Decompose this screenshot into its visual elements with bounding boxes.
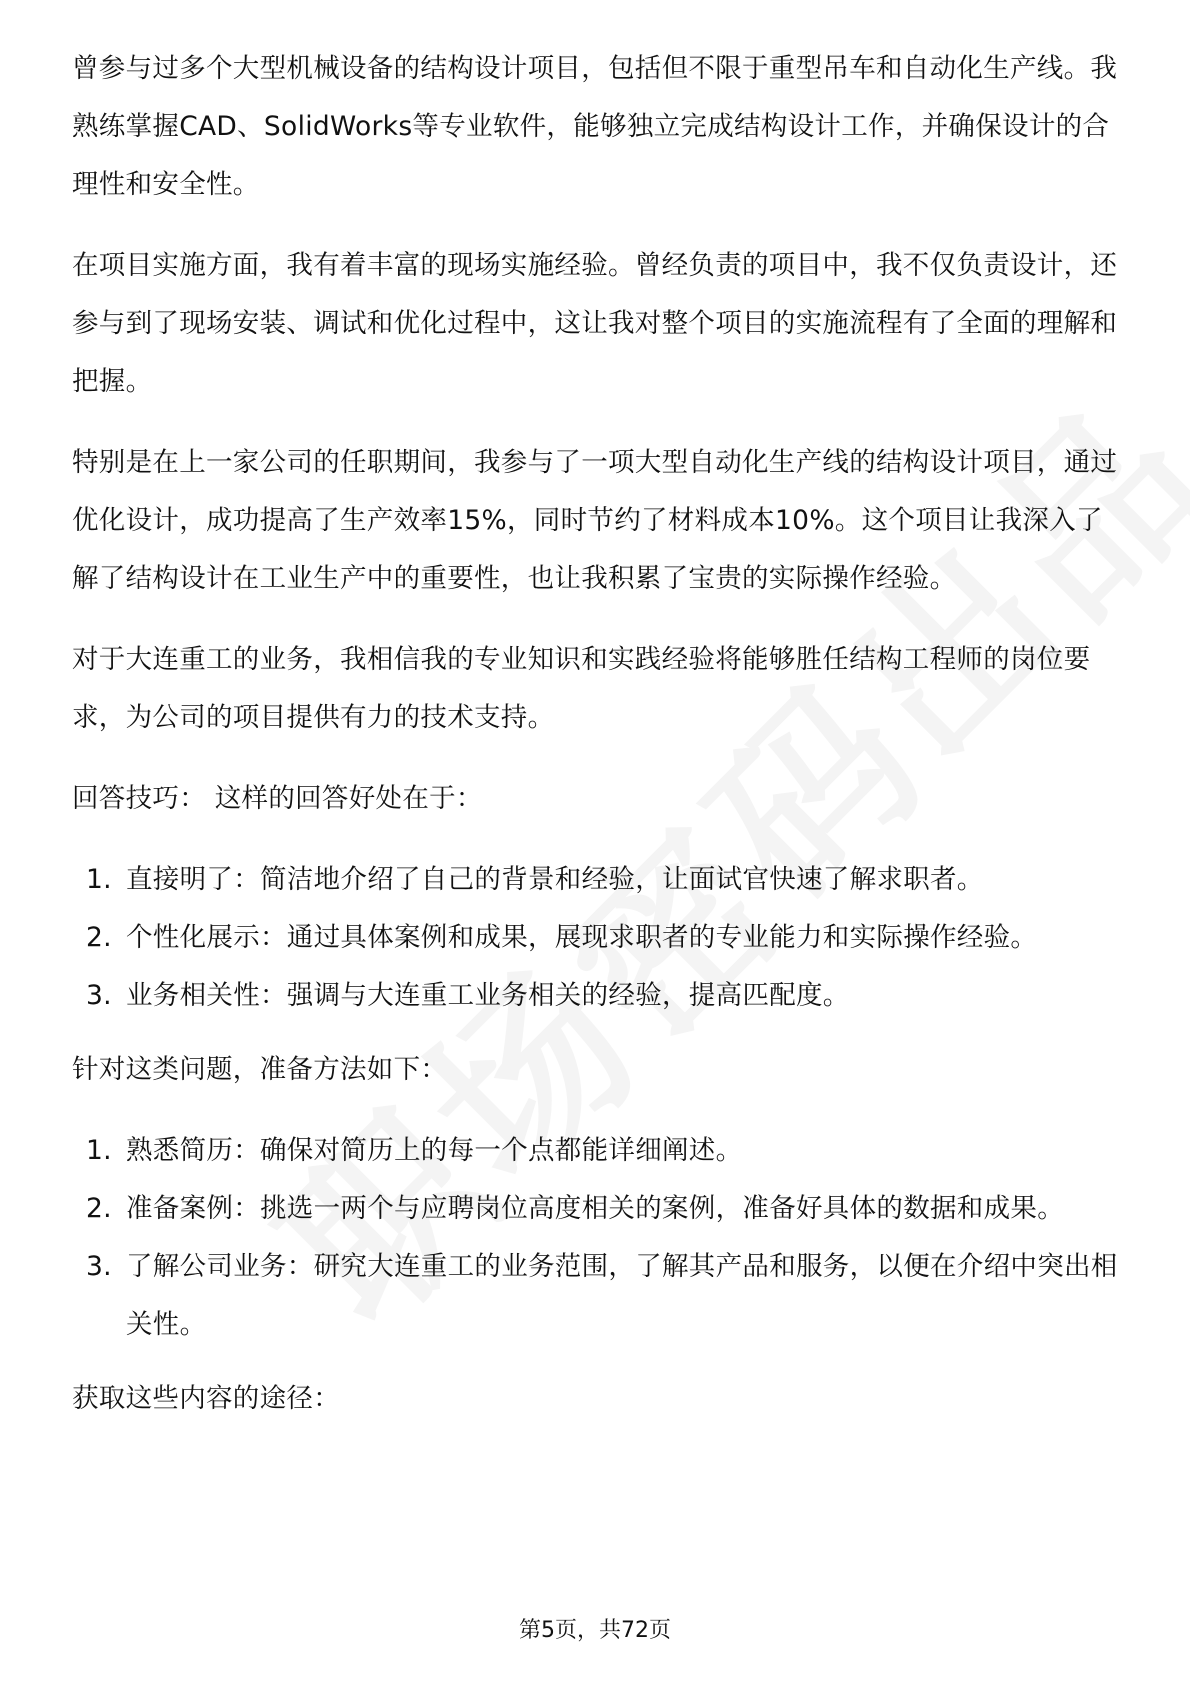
list-item — [72, 851, 1122, 909]
list-number: 1. — [86, 1135, 112, 1166]
tips-list — [72, 851, 1122, 1025]
list-item — [72, 1122, 1122, 1180]
paragraph-experience: 曾参与过多个大型机械设备的结构设计项目，包括但不限于重型吊车和自动化生产线。我熟练掌握CAD、SolidWorks等专业软件，能够独立完成结构设计工作，并确保设计的合理性和安全性。 — [72, 53, 1118, 200]
page-number: 第5页，共72页 — [519, 1618, 671, 1643]
paragraph-fit: 对于大连重工的业务，我相信我的专业知识和实践经验将能够胜任结构工程师的岗位要求，为公司的项目提供有力的技术支持。 — [72, 644, 1091, 733]
paragraph-achievement: 特别是在上一家公司的任职期间，我参与了一项大型自动化生产线的结构设计项目，通过优化设计，成功提高了生产效率15%，同时节约了材料成本10%。这个项目让我深入了解了结构设计在工业生产中的重要性，也让我积累了宝贵的实际操作经验。 — [72, 447, 1118, 594]
list-item-text: 个性化展示：通过具体案例和成果，展现求职者的专业能力和实际操作经验。 — [126, 922, 1038, 953]
tips-heading: 回答技巧： 这样的回答好处在于： — [72, 783, 483, 814]
list-number: 3. — [86, 980, 112, 1011]
paragraph-implementation: 在项目实施方面，我有着丰富的现场实施经验。曾经负责的项目中，我不仅负责设计，还参与到了现场安装、调试和优化过程中，这让我对整个项目的实施流程有了全面的理解和把握。 — [72, 250, 1118, 397]
list-item-text: 准备案例：挑选一两个与应聘岗位高度相关的案例，准备好具体的数据和成果。 — [126, 1193, 1064, 1224]
prep-heading: 针对这类问题，准备方法如下： — [72, 1054, 448, 1085]
list-item-text: 业务相关性：强调与大连重工业务相关的经验，提高匹配度。 — [126, 980, 850, 1011]
source-heading: 获取这些内容的途径： — [72, 1383, 340, 1414]
prep-list — [72, 1122, 1122, 1354]
list-number: 1. — [86, 864, 112, 895]
list-item-text: 熟悉简历：确保对简历上的每一个点都能详细阐述。 — [126, 1135, 743, 1166]
list-number: 3. — [86, 1251, 112, 1282]
document-body — [72, 40, 1122, 1451]
list-number: 2. — [86, 922, 112, 953]
list-item-text: 直接明了：简洁地介绍了自己的背景和经验，让面试官快速了解求职者。 — [126, 864, 984, 895]
list-item-text: 了解公司业务：研究大连重工的业务范围，了解其产品和服务，以便在介绍中突出相关性。 — [126, 1251, 1118, 1340]
list-item — [72, 909, 1122, 967]
list-number: 2. — [86, 1193, 112, 1224]
list-item — [72, 1180, 1122, 1238]
list-item — [72, 1238, 1122, 1354]
list-item — [72, 967, 1122, 1025]
